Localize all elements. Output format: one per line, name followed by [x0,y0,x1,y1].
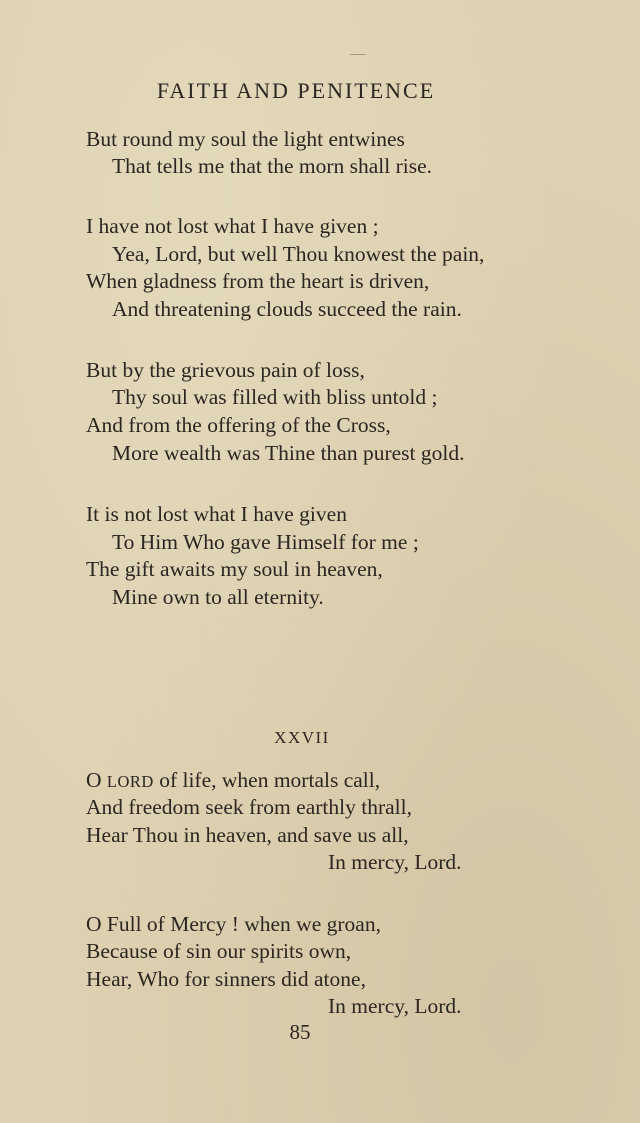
poem-line: Because of sin our spirits own, [86,939,352,963]
page-mark [350,54,366,55]
poem-line: To Him Who gave Himself for me ; [112,530,419,554]
poem-line: Hear, Who for sinners did atone, [86,967,366,991]
poem-line: More wealth was Thine than purest gold. [112,441,465,465]
poem-line: Mine own to all eternity. [112,585,324,609]
refrain-line: In mercy, Lord. [328,994,462,1018]
poem-line: The gift awaits my soul in heaven, [86,557,383,581]
poem-line: Thy soul was filled with bliss untold ; [112,385,438,409]
poem-line: I have not lost what I have given ; [86,214,379,238]
line-rest: of life, when mortals call, [153,768,381,792]
page-number: 85 [289,1020,311,1044]
poem-line: When gladness from the heart is driven, [86,269,430,293]
poem-numeral: XXVII [274,728,330,747]
poem-line: It is not lost what I have given [86,502,347,526]
drop-word: O [86,768,102,792]
poem-line: But by the grievous pain of loss, [86,358,365,382]
poem-line: And threatening clouds succeed the rain. [112,297,462,321]
poem-line: Yea, Lord, but well Thou knowest the pain, [112,242,485,266]
poem-line: That tells me that the morn shall rise. [112,154,433,178]
poem-line: Hear Thou in heaven, and save us all, [86,823,409,847]
running-title: FAITH AND PENITENCE [156,78,436,103]
poem-line: But round my soul the light entwines [86,127,405,151]
smallcaps-word: LORD [106,772,154,791]
poem-line: O Full of Mercy ! when we groan, [86,912,381,936]
poem-line: And freedom seek from earthly thrall, [86,795,412,819]
refrain-line: In mercy, Lord. [328,850,462,874]
poem-line-first [86,766,380,796]
poem-line: And from the offering of the Cross, [86,413,391,437]
